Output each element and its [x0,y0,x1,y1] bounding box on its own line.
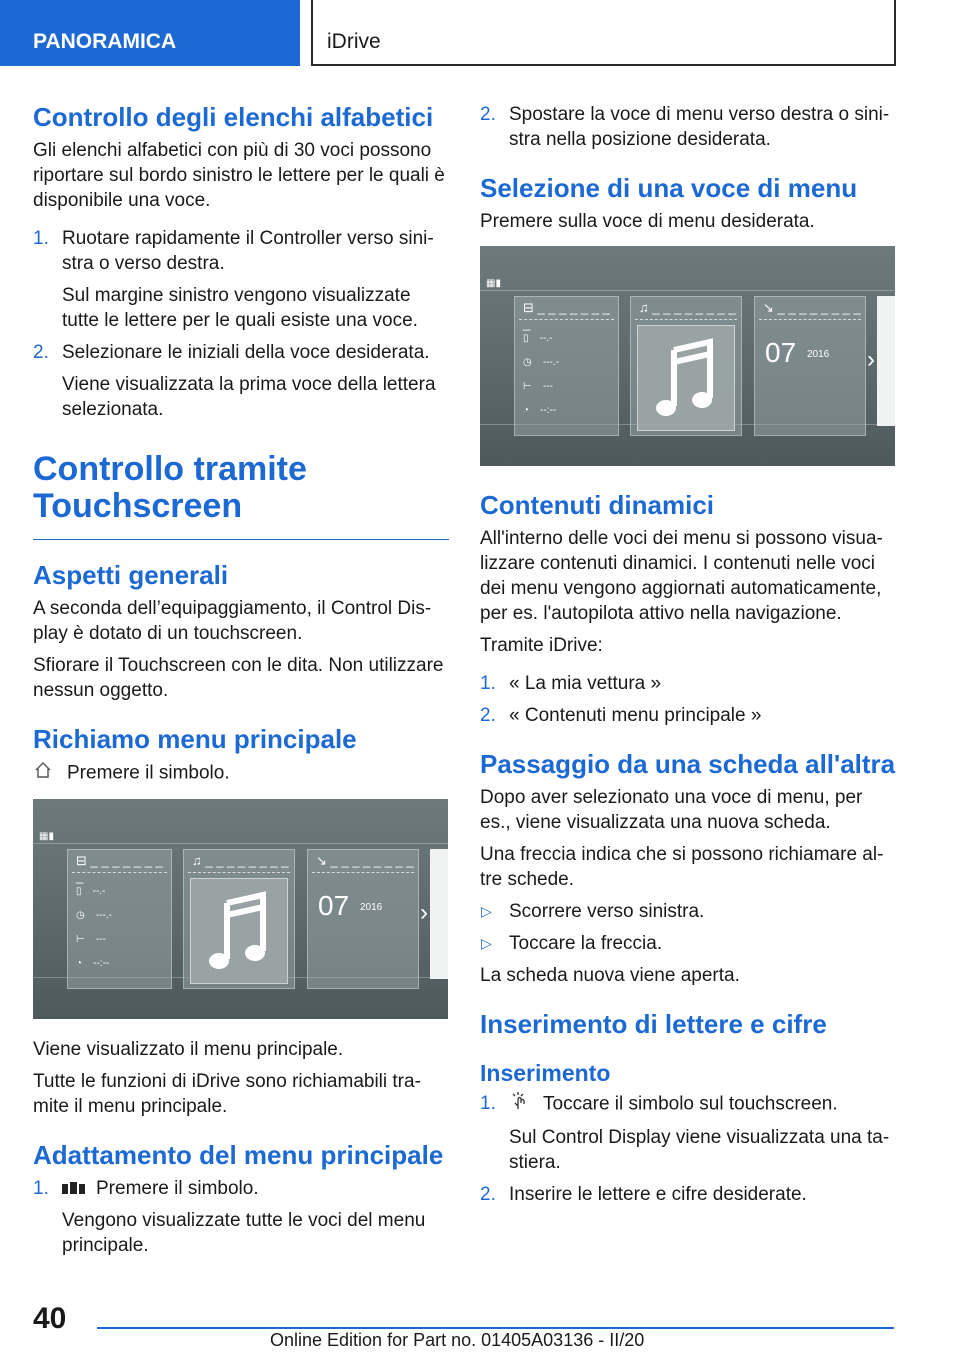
menu-icon: ▦▮ [39,831,54,842]
list-item: 1. Toccare il simbolo sul touchscreen. [480,1091,896,1118]
list-item: 1. « La mia vettura » [480,673,662,694]
paragraph: Tramite iDrive: [480,635,603,656]
card-vehicle: ⊟ _ _ _ _ _ _ _ _ ▯ --.- ◷ ---.- ⊢ --- ◔ --:-- [514,296,619,436]
card-date: ↘ _ _ _ _ _ _ _ _ 07 2016 [754,296,866,436]
heading-main-menu: Richiamo menu principale [33,724,357,754]
heading-adapt-menu: Adattamento del menu principale [33,1140,444,1170]
paragraph: La scheda nuova viene aperta. [480,965,740,986]
chapter-title: iDrive [311,0,896,66]
touch-hand-icon [509,1091,535,1118]
menu-tiles-icon [62,1176,88,1201]
paragraph: Dopo aver selezionato una voce di menu, per es., viene visualizzata una nuova scheda. [480,787,863,833]
main-menu-screenshot [33,799,448,1019]
paragraph: Sfiorare il Touchscreen con le dita. Non utilizzare nessun oggetto. [33,655,444,701]
paragraph: Tutte le funzioni di iDrive sono richiamabili tra‐ mite il menu principale. [33,1071,421,1117]
paragraph: Una freccia indica che si possono richiamare al‐ tre schede. [480,844,884,890]
heading-dynamic-content: Contenuti dinamici [480,490,714,520]
paragraph-home: Premere il simbolo. [33,760,449,787]
heading-touchscreen: Controllo tramite Touchscreen [33,451,449,540]
list-item: 2. Spostare la voce di menu verso destra o sini‐ stra nella posizione desiderata. [480,104,890,150]
section-title: PANORAMICA [0,0,300,66]
paragraph: Viene visualizzato il menu principale. [33,1039,344,1060]
page-number: 40 [33,1302,67,1335]
card-date: ↘ _ _ _ _ _ _ _ _ 07 2016 [307,849,419,989]
home-icon [33,760,59,787]
list-item: 2. Selezionare le iniziali della voce desiderata. [33,342,430,363]
bullet-item: ▷ Toccare la freccia. [481,933,663,954]
paragraph: A seconda dell’equipaggiamento, il Control Dis‐ play è dotato di un touchscreen. [33,598,432,644]
triangle-bullet-icon: ▷ [481,935,492,951]
card-media: ♫ _ _ _ _ _ _ _ _ [183,849,295,989]
music-note-icon [191,879,289,985]
menu-item-screenshot [480,246,895,466]
heading-select-item: Selezione di una voce di menu [480,173,858,203]
bullet-item: ▷ Scorrere verso sinistra. [481,901,705,922]
subheading-input: Inserimento [480,1060,611,1086]
list-item: 1. Premere il simbolo. [33,1176,449,1201]
heading-alphabetic-lists: Controllo degli elenchi alfabetici [33,102,434,132]
paragraph: Gli elenchi alfabetici con più di 30 voci possono riportare sul bordo sinistro le lettere per le quali è disponibile una voce. [33,140,445,211]
list-item: 1. Ruotare rapidamente il Controller verso sini‐ stra o verso destra. [33,228,434,274]
right-column [480,102,896,1214]
music-note-icon [638,326,736,432]
list-item: 2. « Contenuti menu principale » [480,705,762,726]
chevron-right-icon: › [420,899,428,926]
card-media: ♫ _ _ _ _ _ _ _ _ [630,296,742,436]
menu-icon: ▦▮ [486,278,501,289]
list-item-detail: Vengono visualizzate tutte le voci del menu principale. [62,1210,426,1257]
heading-switch-tab: Passaggio da una scheda all'altra [480,749,896,779]
list-item-detail: Sul Control Display viene visualizzata una ta‐ stiera. [509,1127,890,1173]
list-item-detail: Viene visualizzata la prima voce della lettera selezionata. [62,374,436,420]
left-column [33,102,449,1265]
list-item-detail: Sul margine sinistro vengono visualizzate tutte le lettere per le quali esiste una voce. [62,285,418,331]
footer-edition: Online Edition for Part no. 01405A03136 - II/20 [270,1330,645,1350]
list-item: 2. Inserire le lettere e cifre desiderate. [480,1184,807,1205]
heading-general: Aspetti generali [33,560,229,590]
card-vehicle: ⊟ _ _ _ _ _ _ _ _ ▯ --.- ◷ ---.- ⊢ --- ◔ --:-- [67,849,172,989]
chevron-right-icon: › [867,346,875,373]
footer-divider [97,1327,894,1329]
page-header [0,0,960,66]
heading-input: Inserimento di lettere e cifre [480,1009,827,1039]
paragraph: Premere sulla voce di menu desiderata. [480,211,815,232]
triangle-bullet-icon: ▷ [481,903,492,919]
paragraph: All'interno delle voci dei menu si possono visua‐ lizzare contenuti dinamici. I contenuti nelle voci dei menu vengono aggiornati automaticamente, per es. l'autopilota attivo nella navigazione. [480,528,883,624]
